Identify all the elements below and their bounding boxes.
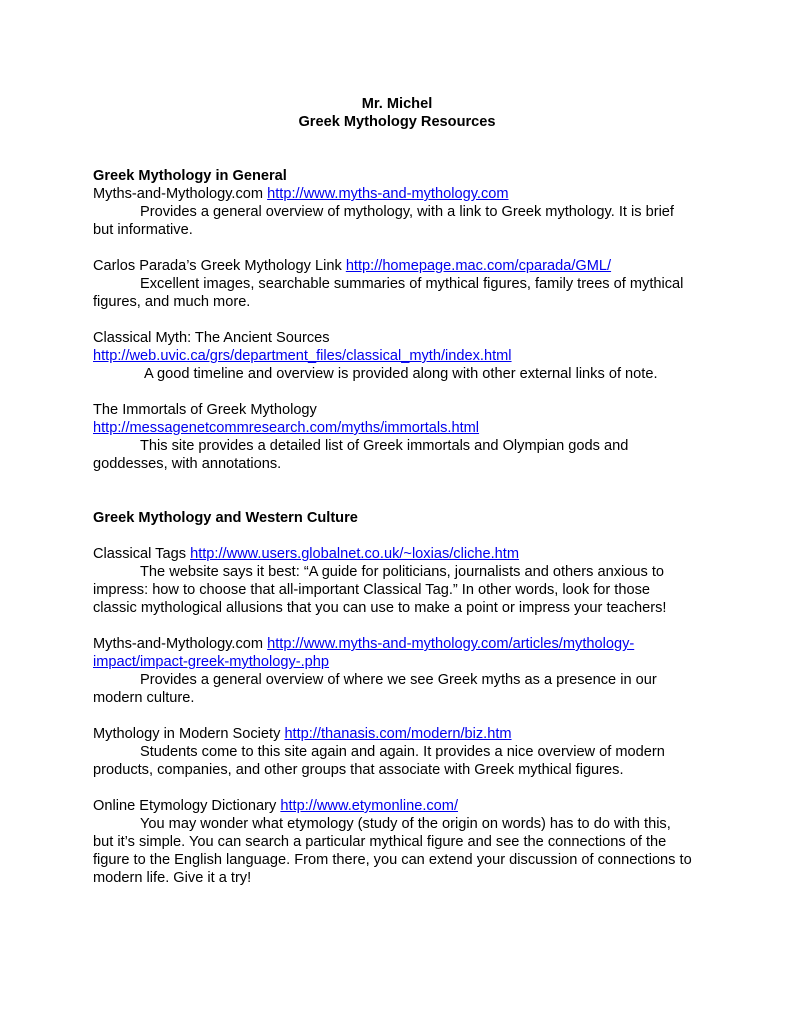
spacer — [93, 239, 693, 257]
spacer — [93, 131, 693, 167]
spacer — [93, 707, 693, 725]
resource-link[interactable]: http://www.etymonline.com/ — [280, 798, 459, 814]
section-heading-general: Greek Mythology in General — [93, 168, 287, 184]
section-heading-western-culture: Greek Mythology and Western Culture — [93, 510, 358, 526]
spacer — [93, 383, 693, 401]
resource-description: This site provides a detailed list of Greek immortals and Olympian gods and goddesses, with annotations. — [93, 438, 629, 472]
spacer — [93, 473, 693, 509]
resource-title-line — [93, 185, 693, 203]
author-name: Mr. Michel — [361, 96, 433, 112]
resource-name: Myths-and-Mythology.com — [93, 186, 264, 202]
spacer — [93, 311, 693, 329]
resource-link[interactable]: http://www.users.globalnet.co.uk/~loxias/cliche.htm — [190, 546, 520, 562]
resource-description: Students come to this site again and again. It provides a nice overview of modern products, companies, and other groups that associate with Greek mythical figures. — [93, 744, 665, 778]
resource-entry — [93, 185, 693, 239]
resource-description: The website says it best: “A guide for politicians, journalists and others anxious to impress: how to choose that all-important Classical Tag.” In other words, look for those classic mythological allusions that you can use to make a point or impress your teachers! — [93, 564, 667, 616]
resource-description: You may wonder what etymology (study of the origin on words) has to do with this, but it’s simple. You can search a particular mythical figure and see the connections of the figure to the English language. From there, you can extend your discussion of connections to modern life. Give it a try! — [93, 816, 692, 886]
resource-name: Mythology in Modern Society — [93, 726, 281, 742]
resource-title-line — [93, 635, 693, 671]
spacer — [93, 779, 693, 797]
resource-name: The Immortals of Greek Mythology — [93, 402, 317, 418]
resource-description: Excellent images, searchable summaries of mythical figures, family trees of mythical figures, and much more. — [93, 276, 684, 310]
resource-link[interactable]: http://www.myths-and-mythology.com/articles/mythology-impact/impact-greek-mythology-.php — [93, 636, 635, 670]
resource-entry — [93, 797, 693, 887]
resource-entry — [93, 329, 693, 383]
resource-link[interactable]: http://messagenetcommresearch.com/myths/immortals.html — [93, 420, 480, 436]
document-title: Greek Mythology Resources — [298, 114, 496, 130]
resource-link[interactable]: http://www.myths-and-mythology.com — [267, 186, 509, 202]
resource-title-line — [93, 257, 693, 275]
resource-link[interactable]: http://web.uvic.ca/grs/department_files/classical_myth/index.html — [93, 348, 512, 364]
document-page — [93, 95, 693, 887]
resource-name: Classical Myth: The Ancient Sources — [93, 330, 330, 346]
spacer — [93, 617, 693, 635]
resource-entry — [93, 257, 693, 311]
resource-title-line — [93, 725, 693, 743]
resource-name: Myths-and-Mythology.com — [93, 636, 264, 652]
resource-entry — [93, 725, 693, 779]
spacer — [93, 527, 693, 545]
resource-name: Classical Tags — [93, 546, 187, 562]
resource-link[interactable]: http://homepage.mac.com/cparada/GML/ — [345, 258, 612, 274]
resource-link[interactable]: http://thanasis.com/modern/biz.htm — [284, 726, 512, 742]
resource-entry — [93, 635, 693, 707]
resource-title-line — [93, 545, 693, 563]
resource-description: A good timeline and overview is provided along with other external links of note. — [144, 366, 658, 382]
resource-name: Carlos Parada’s Greek Mythology Link — [93, 258, 342, 274]
resource-description: Provides a general overview of where we see Greek myths as a presence in our modern culture. — [93, 672, 657, 706]
resource-description: Provides a general overview of mythology, with a link to Greek mythology. It is brief but informative. — [93, 204, 674, 238]
resource-name: Online Etymology Dictionary — [93, 798, 277, 814]
resource-entry — [93, 545, 693, 617]
resource-title-line — [93, 797, 693, 815]
resource-entry — [93, 401, 693, 473]
